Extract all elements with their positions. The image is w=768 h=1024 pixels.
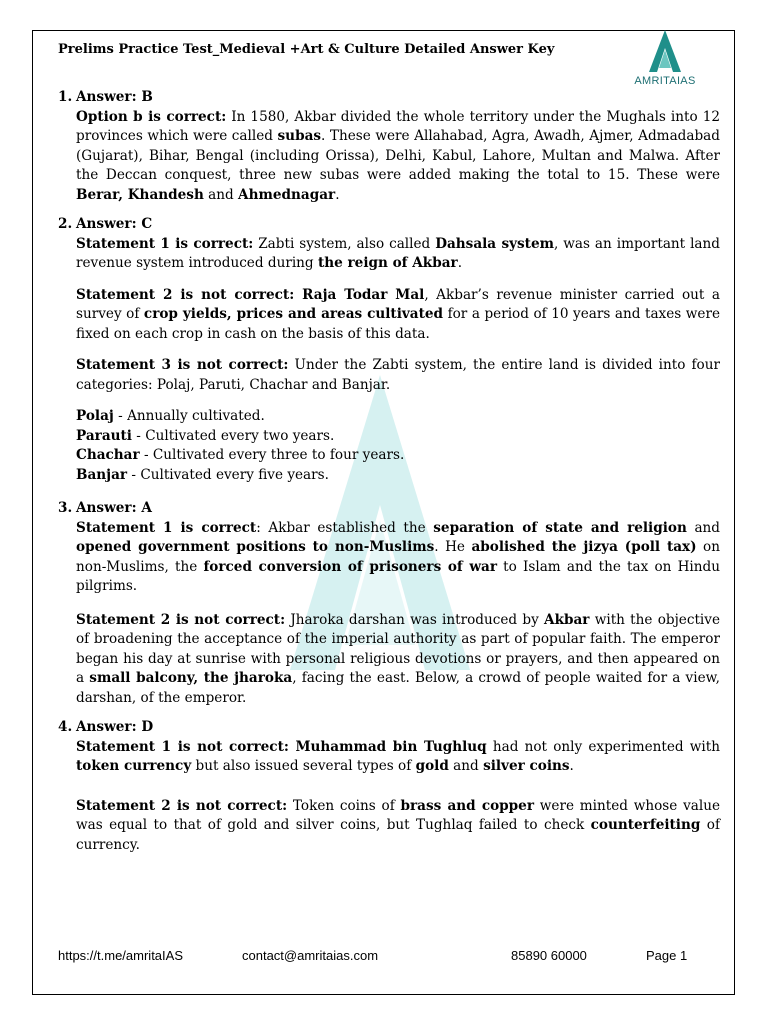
answer-heading: Answer: A (76, 500, 152, 516)
explanation-paragraph (76, 611, 720, 709)
category-desc: - Annually cultivated. (113, 408, 265, 424)
bold-text: forced conversion of prisoners of war (203, 558, 497, 575)
bold-text: crop yields, prices and areas cultivated (143, 306, 444, 322)
bold-text: Statement 2 is not correct: (76, 797, 288, 814)
body-text: and (686, 519, 721, 536)
bold-text: Option b is correct: (76, 108, 227, 125)
page-title: Prelims Practice Test_Medieval +Art & Culture Detailed Answer Key (58, 42, 555, 57)
bold-text: Statement 1 is correct: (76, 235, 254, 252)
body-text: In 1580, Akbar divided the whole territory under the Mughals into 12 provinces which were called (76, 108, 720, 144)
body-text: . These were Allahabad, Agra, Awadh, Ajmer, Admadabad (Gujarat), Bihar, Bengal (including Orissa), Delhi, Kabul, Lahore, Multan and Malwa. After the Deccan conquest, three new subas were added making the total to 15. These were (76, 128, 720, 183)
category-item (76, 466, 720, 486)
category-desc: - Cultivated every five years. (127, 466, 329, 483)
explanation-paragraph (76, 108, 720, 206)
body-text: . (569, 758, 574, 774)
body-text: of currency. (76, 817, 720, 853)
body-text: with the objective of broadening the acceptance of the imperial authority as part of popular faith. The emperor began his day at sunrise with personal religious devotions or prayers, and then appeared on a (76, 611, 720, 686)
category-desc: - Cultivated every two years. (131, 427, 335, 444)
bold-text: the reign of Akbar (317, 255, 458, 271)
bold-text: gold (415, 758, 449, 774)
bold-text: Statement 1 is not correct: Muhammad bin Tughluq (76, 738, 487, 755)
body-text: on non-Muslims, the (76, 539, 720, 575)
phone-number: 85890 60000 (511, 948, 587, 963)
bold-text: opened government positions to non-Muslims (76, 539, 435, 555)
body-text: Jharoka darshan was introduced by (285, 611, 545, 628)
question-number: 2. (58, 216, 73, 232)
question-number: 1. (58, 89, 73, 105)
amritaias-logo (619, 28, 711, 94)
body-text: Zabti system, also called (253, 235, 436, 252)
body-text: were minted whose value was equal to that of gold and silver coins, but Tughlaq failed to check (76, 797, 721, 833)
answer-heading: Answer: C (76, 216, 153, 232)
question-number: 4. (58, 719, 73, 735)
body-text: for a period of 10 years and taxes were fixed on each crop in cash on the basis of this data. (76, 306, 720, 342)
question-3 (58, 499, 720, 708)
amritaias-logo-icon (619, 28, 711, 74)
category-desc: - Cultivated every three to four years. (139, 447, 405, 463)
body-text: had not only experimented with (486, 738, 720, 755)
bold-text: separation of state and religion (433, 519, 687, 536)
logo-text: AMRITAIAS (634, 75, 696, 87)
bold-text: Statement 2 is not correct: Raja Todar Mal (76, 286, 425, 303)
body-text: . (335, 186, 340, 203)
answer-heading: Answer: B (76, 89, 153, 105)
category-item (76, 446, 720, 466)
body-text: , Akbar’s revenue minister carried out a survey of (76, 286, 720, 322)
question-1 (58, 88, 720, 205)
category-name: Banjar (76, 466, 128, 483)
body-text: Under the Zabti system, the entire land is divided into four categories: Polaj, Paruti, Chachar and Banjar. (76, 357, 720, 393)
body-text: and (448, 758, 484, 774)
category-name: Parauti (76, 427, 132, 444)
category-name: Chachar (76, 447, 140, 463)
bold-text: Statement 2 is not correct: (76, 611, 286, 628)
category-item (76, 407, 720, 427)
question-2 (58, 215, 720, 485)
body-text: . (457, 255, 463, 271)
bold-text: Berar, Khandesh (76, 186, 204, 203)
bold-text: subas (277, 128, 322, 144)
body-text: to Islam and the tax on Hindu pilgrims. (76, 558, 720, 594)
explanation-paragraph (76, 286, 720, 345)
body-text: but also issued several types of (191, 758, 416, 774)
question-4 (58, 718, 720, 855)
contact-email[interactable]: contact@amritaias.com (242, 948, 379, 963)
bold-text: Statement 1 is correct (76, 519, 257, 536)
bold-text: counterfeiting (590, 817, 701, 833)
bold-text: Dahsala system (435, 235, 554, 252)
question-number: 3. (58, 500, 73, 516)
explanation-paragraph (76, 797, 720, 856)
body-text: and (203, 186, 239, 203)
bold-text: Ahmednagar (238, 186, 336, 203)
bold-text: brass and copper (400, 797, 534, 814)
explanation-paragraph (76, 235, 720, 274)
bold-text: Akbar (544, 611, 590, 628)
body-text: : Akbar established the (256, 519, 434, 536)
category-name: Polaj (76, 408, 114, 424)
bold-text: small balcony, the jharoka (89, 670, 293, 686)
telegram-link[interactable]: https://t.me/amritaIAS (58, 948, 183, 963)
bold-text: Statement 3 is not correct: (76, 357, 289, 373)
answer-heading: Answer: D (76, 719, 154, 735)
bold-text: silver coins (483, 758, 570, 774)
bold-text: token currency (76, 758, 192, 774)
explanation-paragraph (76, 356, 720, 395)
body-text: , was an important land revenue system introduced during (76, 235, 720, 271)
answer-key-content (58, 88, 720, 855)
bold-text: abolished the jizya (poll tax) (471, 539, 697, 555)
body-text: , facing the east. Below, a crowd of people waited for a view, darshan, of the emperor. (76, 670, 720, 706)
body-text: Token coins of (287, 797, 401, 814)
category-item (76, 427, 720, 447)
explanation-paragraph (76, 519, 720, 597)
page-number: Page 1 (646, 948, 688, 963)
explanation-paragraph (76, 738, 720, 777)
body-text: . He (434, 539, 472, 555)
